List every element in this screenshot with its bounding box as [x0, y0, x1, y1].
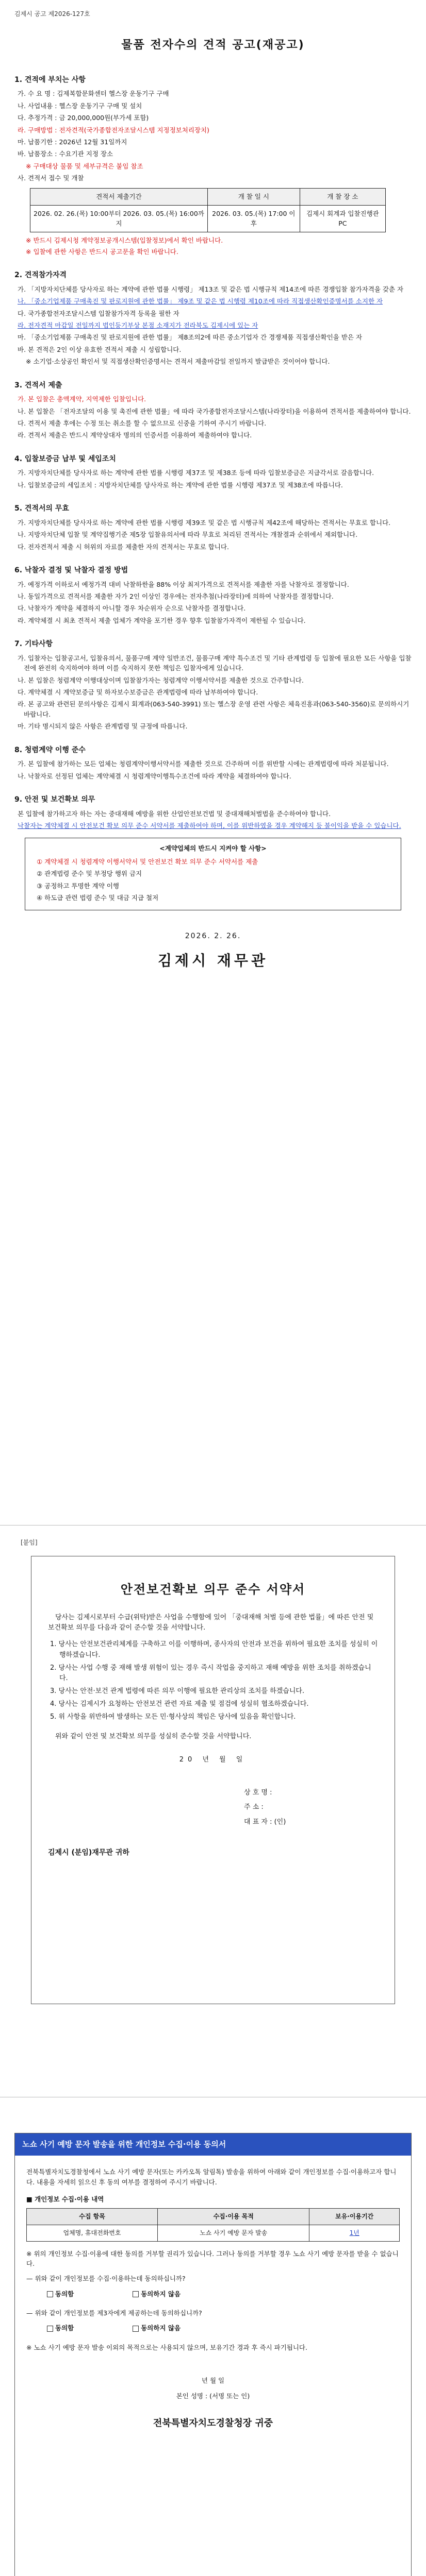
ethics-item: ① 계약체결 시 청렴계약 이행서약서 및 안전보건 확보 의무 준수 서약서를 제출 — [37, 857, 258, 866]
section-7 — [14, 639, 412, 731]
ethics-box — [25, 838, 401, 910]
notice-number: 김제시 공고 제2026-127호 — [14, 10, 90, 18]
section-line: 다. 견적서 제출 후에는 수정 또는 취소를 할 수 없으므로 신중을 기하여 주시기 바랍니다. — [18, 419, 267, 427]
table-cell: 업체명, 휴대전화번호 — [27, 2225, 158, 2241]
section-line: 라. 전자견적 마감일 전일까지 법인등기부상 본점 소재지가 전라북도 김제시에 있는 자 — [18, 321, 258, 330]
section-line: 마. 납품기한 : 2026년 12월 31일까지 — [18, 138, 127, 146]
section-title: 8. 청렴계약 이행 준수 — [14, 745, 86, 754]
notice-date: 2026. 2. 26. — [185, 932, 241, 941]
table-cell: 2026. 02. 26.(목) 10:00부터 2026. 03. 05.(목) 16:00까지 — [30, 205, 208, 232]
section-4 — [14, 454, 412, 490]
section-line: 가. 본 입찰에 참가하는 모든 업체는 청렴계약이행서약서를 제출한 것으로 간주하며 이를 위반할 시에는 관계법령에 따라 처분됩니다. — [18, 760, 389, 768]
ethics-item: ② 관계법령 준수 및 부정당 행위 금지 — [37, 870, 142, 878]
section-line: 나. 사업내용 : 헬스장 운동기구 구매 및 설치 — [18, 101, 142, 110]
section-8 — [14, 745, 412, 781]
red-note: ※ 구매대상 물품 및 세부규격은 붙임 참조 — [26, 162, 143, 170]
page-divider — [0, 1525, 426, 1526]
section-6 — [14, 565, 412, 625]
disagree-checkbox[interactable] — [133, 2291, 139, 2297]
section-line: 가. 「지방자치단체를 당사자로 하는 계약에 관한 법률 시행령」 제13조 및 같은 법 시행규칙 제14조에 따른 경쟁입찰 참가자격을 갖춘 자 — [18, 285, 404, 293]
issuer: 김제시 재무관 — [157, 952, 269, 969]
consent-intro: 전북특별자치도경찰청에서 노쇼 사기 예방 문자(또는 카카오톡 알림톡) 발송을 위하여 아래와 같이 개인정보를 수집·이용하고자 합니다. 내용을 자세히 읽으신 후 동의 여부를 결정하여 주시기 바랍니다. — [26, 2168, 397, 2186]
privacy-consent-form — [14, 2133, 412, 2576]
section-line: 다. 추정가격 : 금 20,000,000원(부가세 포함) — [18, 114, 149, 122]
disagree-label: 동의하지 않음 — [141, 2324, 181, 2332]
table-cell: 노쇼 사기 예방 문자 발송 — [158, 2225, 309, 2241]
section-line: 다. 낙찰자가 계약을 체결하지 아니할 경우 차순위자 순으로 낙찰자를 결정합니다. — [18, 604, 246, 613]
table-note: ※ 입찰에 관한 사항은 반드시 공고문을 확인 바랍니다. — [26, 247, 178, 256]
pledge-addressee: 김제시 (분임)재무관 귀하 — [48, 1848, 129, 1857]
pledge-sign-date: 20 년 월 일 — [179, 1755, 247, 1764]
section-9 — [14, 794, 412, 831]
section-title: 9. 안전 및 보건확보 의무 — [14, 795, 95, 804]
section-1 — [14, 75, 412, 257]
consent-choice — [47, 2323, 400, 2333]
table-note: ※ 반드시 김제시청 계약정보공개시스템(입찰정보)에서 확인 바랍니다. — [26, 236, 223, 244]
section-line: 라. 계약체결 시 최초 견적서 제출 업체가 계약을 포기한 경우 향후 입찰참가자격이 제한될 수 있습니다. — [18, 616, 306, 624]
agree-checkbox[interactable] — [47, 2291, 53, 2297]
section-line: 다. 국가종합전자조달시스템 입찰참가자격 등록을 필한 자 — [18, 309, 179, 317]
table-row — [30, 205, 386, 232]
section-line: 가. 예정가격 이하로서 예정가격 대비 낙찰하한율 88% 이상 최저가격으로 견적서를 제출한 자를 낙찰자로 결정합니다. — [18, 580, 349, 588]
signature-line: 대 표 자 : (인) — [244, 1818, 286, 1826]
section-line: 라. 견적서 제출은 반드시 계약상대자 명의의 인증서를 이용하여 제출하여야 합니다. — [18, 431, 252, 439]
consent-question: — 위와 같이 개인정보를 제3자에게 제공하는데 동의하십니까? — [26, 2309, 202, 2317]
table-cell: 2026. 03. 05.(목) 17:00 이후 — [207, 205, 300, 232]
section-5 — [14, 503, 412, 552]
pledge-signature — [244, 1786, 378, 1830]
section-title: 6. 낙찰자 결정 및 낙찰자 결정 방법 — [14, 566, 128, 574]
section-line: 바. 납품장소 : 수요기관 지정 장소 — [18, 150, 113, 158]
pledge-item: 1. 당사는 안전보건관리체계를 구축하고 이를 이행하며, 종사자의 안전과 보건을 위하여 필요한 조치를 성실히 이행하겠습니다. — [50, 1640, 378, 1659]
pledge-item: 3. 당사는 안전·보건 관계 법령에 따른 의무 이행에 필요한 관리상의 조치를 하겠습니다. — [50, 1687, 305, 1696]
agree-label: 동의함 — [55, 2324, 74, 2332]
disagree-label: 동의하지 않음 — [141, 2290, 181, 2298]
section-3 — [14, 380, 412, 440]
table-row — [27, 2225, 400, 2241]
table-header: 견적서 제출기간 — [30, 189, 208, 205]
consent-table — [26, 2208, 400, 2241]
consent-sign-date: 년 월 일 — [201, 2377, 225, 2385]
consent-body — [15, 2156, 411, 2439]
section-2 — [14, 270, 412, 366]
section-line: 마. 「중소기업제품 구매촉진 및 판로지원에 관한 법률」 제8조의2에 따른 중소기업자 간 경쟁제품 직접생산확인을 받은 자 — [18, 333, 363, 342]
ethics-item: ③ 공정하고 투명한 계약 이행 — [37, 882, 119, 890]
section-line: 나. 「중소기업제품 구매촉진 및 판로지원에 관한 법률」 제9조 및 같은 법 시행령 제10조에 따라 직접생산확인증명서를 소지한 자 — [18, 297, 383, 306]
consent-header: 노쇼 사기 예방 문자 발송을 위한 개인정보 수집·이용 동의서 — [15, 2133, 411, 2156]
attachment-tag: [붙임] — [21, 1539, 38, 1546]
section-line: 가. 입찰자는 입찰공고서, 입찰유의서, 물품구매 계약 일반조건, 물품구매 계약 특수조건 및 기타 관계법령 등 입찰에 필요한 모든 사항을 입찰 전에 완전히 숙지하여야 하며 이를 숙지하지 못한 책임은 입찰자에게 있습니다. — [18, 654, 412, 672]
consent-footnote: ※ 노쇼 사기 예방 문자 발송 이외의 목적으로는 사용되지 않으며, 보유기간 경과 후 즉시 파기됩니다. — [26, 2343, 307, 2351]
pledge-item: 5. 위 사항을 위반하여 발생하는 모든 민·형사상의 책임은 당사에 있음을 확인합니다. — [50, 1713, 296, 1721]
section-title: 1. 견적에 부치는 사항 — [14, 75, 86, 84]
table-header: 개 찰 장 소 — [300, 189, 385, 205]
section-line: 다. 전자견적서 제출 시 허위의 자료를 제출한 자의 견적서는 무효로 합니다. — [18, 543, 229, 551]
section-line: 나. 지방자치단체 입찰 및 계약집행기준 제5장 입찰유의서에 따라 무효로 처리된 견적서는 개찰결과 순위에서 제외합니다. — [18, 531, 358, 539]
section-line: 마. 기타 명시되지 않은 사항은 관계법령 및 규정에 따릅니다. — [18, 722, 188, 731]
consent-question: — 위와 같이 개인정보를 수집·이용하는데 동의하십니까? — [26, 2275, 186, 2283]
consent-signature — [26, 2373, 400, 2404]
table-header: 수집·이용 목적 — [158, 2209, 309, 2225]
section-title: 7. 기타사항 — [14, 640, 53, 649]
table-cell: 1년 — [309, 2225, 400, 2241]
section-note: ※ 소기업·소상공인 확인서 및 직접생산확인증명서는 견적서 제출마감일 전일까지 발급받은 것이어야 합니다. — [26, 358, 330, 366]
pledge-item: 2. 당사는 사업 수행 중 재해 발생 위험이 있는 경우 즉시 작업을 중지하고 재해 예방을 위한 조치를 취하겠습니다. — [50, 1664, 371, 1682]
table-header: 수집 항목 — [27, 2209, 158, 2225]
pledge-intro: 당사는 김제시로부터 수급(위탁)받은 사업을 수행함에 있어 「중대재해 처벌 등에 관한 법률」에 따른 안전 및 보건확보 의무를 다음과 같이 준수할 것을 서약합니다. — [48, 1614, 374, 1632]
consent-organization: 전북특별자치도경찰청장 귀중 — [153, 2418, 273, 2429]
ethics-title: <계약업체의 반드시 지켜야 할 사항> — [159, 844, 267, 853]
ethics-item: ④ 하도급 관련 법령 준수 및 대금 지급 철저 — [37, 893, 159, 902]
pledge-item: 4. 당사는 김제시가 요청하는 안전보건 관련 자료 제출 및 점검에 성실히 협조하겠습니다. — [50, 1700, 309, 1708]
agree-label: 동의함 — [55, 2290, 74, 2298]
agree-checkbox[interactable] — [47, 2326, 53, 2332]
section-line: 가. 지방자치단체를 당사자로 하는 계약에 관한 법률 시행령 제37조 및 제38조 등에 따라 입찰보증금은 지급각서로 갈음합니다. — [18, 469, 374, 477]
section-line: 다. 계약체결 시 계약보증금 및 하자보수보증금은 관계법령에 따라 납부하여야 합니다. — [18, 688, 258, 696]
table-cell: 김제시 회계과 입찰진행관 PC — [300, 205, 385, 232]
section-title: 2. 견적참가자격 — [14, 271, 67, 280]
consent-section-title: ■ 개인정보 수집·이용 내역 — [26, 2195, 104, 2203]
section-line: 나. 본 입찰은 청렴계약 이행대상이며 입찰참가자는 청렴계약 이행서약서를 제출한 것으로 간주합니다. — [18, 676, 304, 684]
disagree-checkbox[interactable] — [133, 2326, 139, 2332]
signature-line: 주 소 : — [244, 1803, 264, 1811]
section-line: 나. 입찰보증금의 세입조치 : 지방자치단체를 당사자로 하는 계약에 관한 법률 시행령 제37조 및 제38조에 따릅니다. — [18, 481, 343, 489]
section-line: 가. 지방자치단체를 당사자로 하는 계약에 관한 법률 시행령 제39조 및 같은 법 시행규칙 제42조에 해당하는 견적서는 무효로 합니다. — [18, 518, 391, 527]
pledge-closing: 위와 같이 안전 및 보건확보 의무를 성실히 준수할 것을 서약합니다. — [55, 1733, 252, 1741]
consent-sign-line: 본인 성명 : (서명 또는 인) — [176, 2392, 250, 2400]
section-title: 4. 입찰보증금 납부 및 세입조치 — [14, 454, 116, 463]
notice-document — [14, 9, 412, 972]
section-line: 나. 낙찰자로 선정된 업체는 계약체결 시 청렴계약이행특수조건에 따라 계약을 체결하여야 합니다. — [18, 772, 291, 780]
section-line: 가. 본 입찰은 총액계약, 지역제한 입찰입니다. — [18, 395, 146, 403]
section-line: 본 입찰에 참가하고자 하는 자는 중대재해 예방을 위한 산업안전보건법 및 중대재해처벌법을 준수하여야 합니다. — [18, 809, 331, 818]
signature-line: 상 호 명 : — [244, 1788, 272, 1797]
section-line: 라. 구매방법 : 전자견적(국가종합전자조달시스템 지정정보처리장치) — [18, 126, 209, 134]
consent-choice — [47, 2289, 400, 2299]
section-line: 나. 본 입찰은 「전자조달의 이용 및 촉진에 관한 법률」에 따라 국가종합전자조달시스템(나라장터)을 이용하여 견적서를 제출하여야 합니다. — [18, 407, 411, 415]
table-header: 보유·이용기간 — [309, 2209, 400, 2225]
safety-pledge-form — [31, 1556, 395, 2004]
section-title: 5. 견적서의 무효 — [14, 504, 69, 513]
section-line: 라. 본 공고와 관련된 문의사항은 김제시 회계과(063-540-3991) 또는 헬스장 운영 관련 사항은 체육진흥과(063-540-3560)로 문의하시기 바랍니다. — [18, 700, 409, 718]
section-line: 나. 동일가격으로 견적서를 제출한 자가 2인 이상인 경우에는 전자추첨(나라장터)에 의하여 낙찰자를 결정합니다. — [18, 592, 334, 601]
section-title: 3. 견적서 제출 — [14, 381, 62, 389]
section-line: 바. 본 견적은 2인 이상 유효한 견적서 제출 시 성립합니다. — [18, 345, 182, 353]
schedule-table — [30, 188, 386, 232]
table-header: 개 찰 일 시 — [207, 189, 300, 205]
section-line: 낙찰자는 계약체결 시 안전보건 확보 의무 준수 서약서를 제출하여야 하며, 이를 위반하였을 경우 계약해지 등 불이익을 받을 수 있습니다. — [18, 822, 401, 829]
notice-title: 물품 전자수의 견적 공고(재공고) — [121, 38, 305, 52]
consent-notice: ※ 위의 개인정보 수집·이용에 대한 동의를 거부할 권리가 있습니다. 그러나 동의를 거부할 경우 노쇼 사기 예방 문자를 받을 수 없습니다. — [26, 2249, 399, 2267]
section-line: 가. 수 요 명 : 김제복합문화센터 헬스장 운동기구 구매 — [18, 90, 169, 98]
section-line: 사. 견적서 접수 및 개찰 — [18, 174, 84, 182]
pledge-title: 안전보건확보 의무 준수 서약서 — [120, 1582, 306, 1597]
